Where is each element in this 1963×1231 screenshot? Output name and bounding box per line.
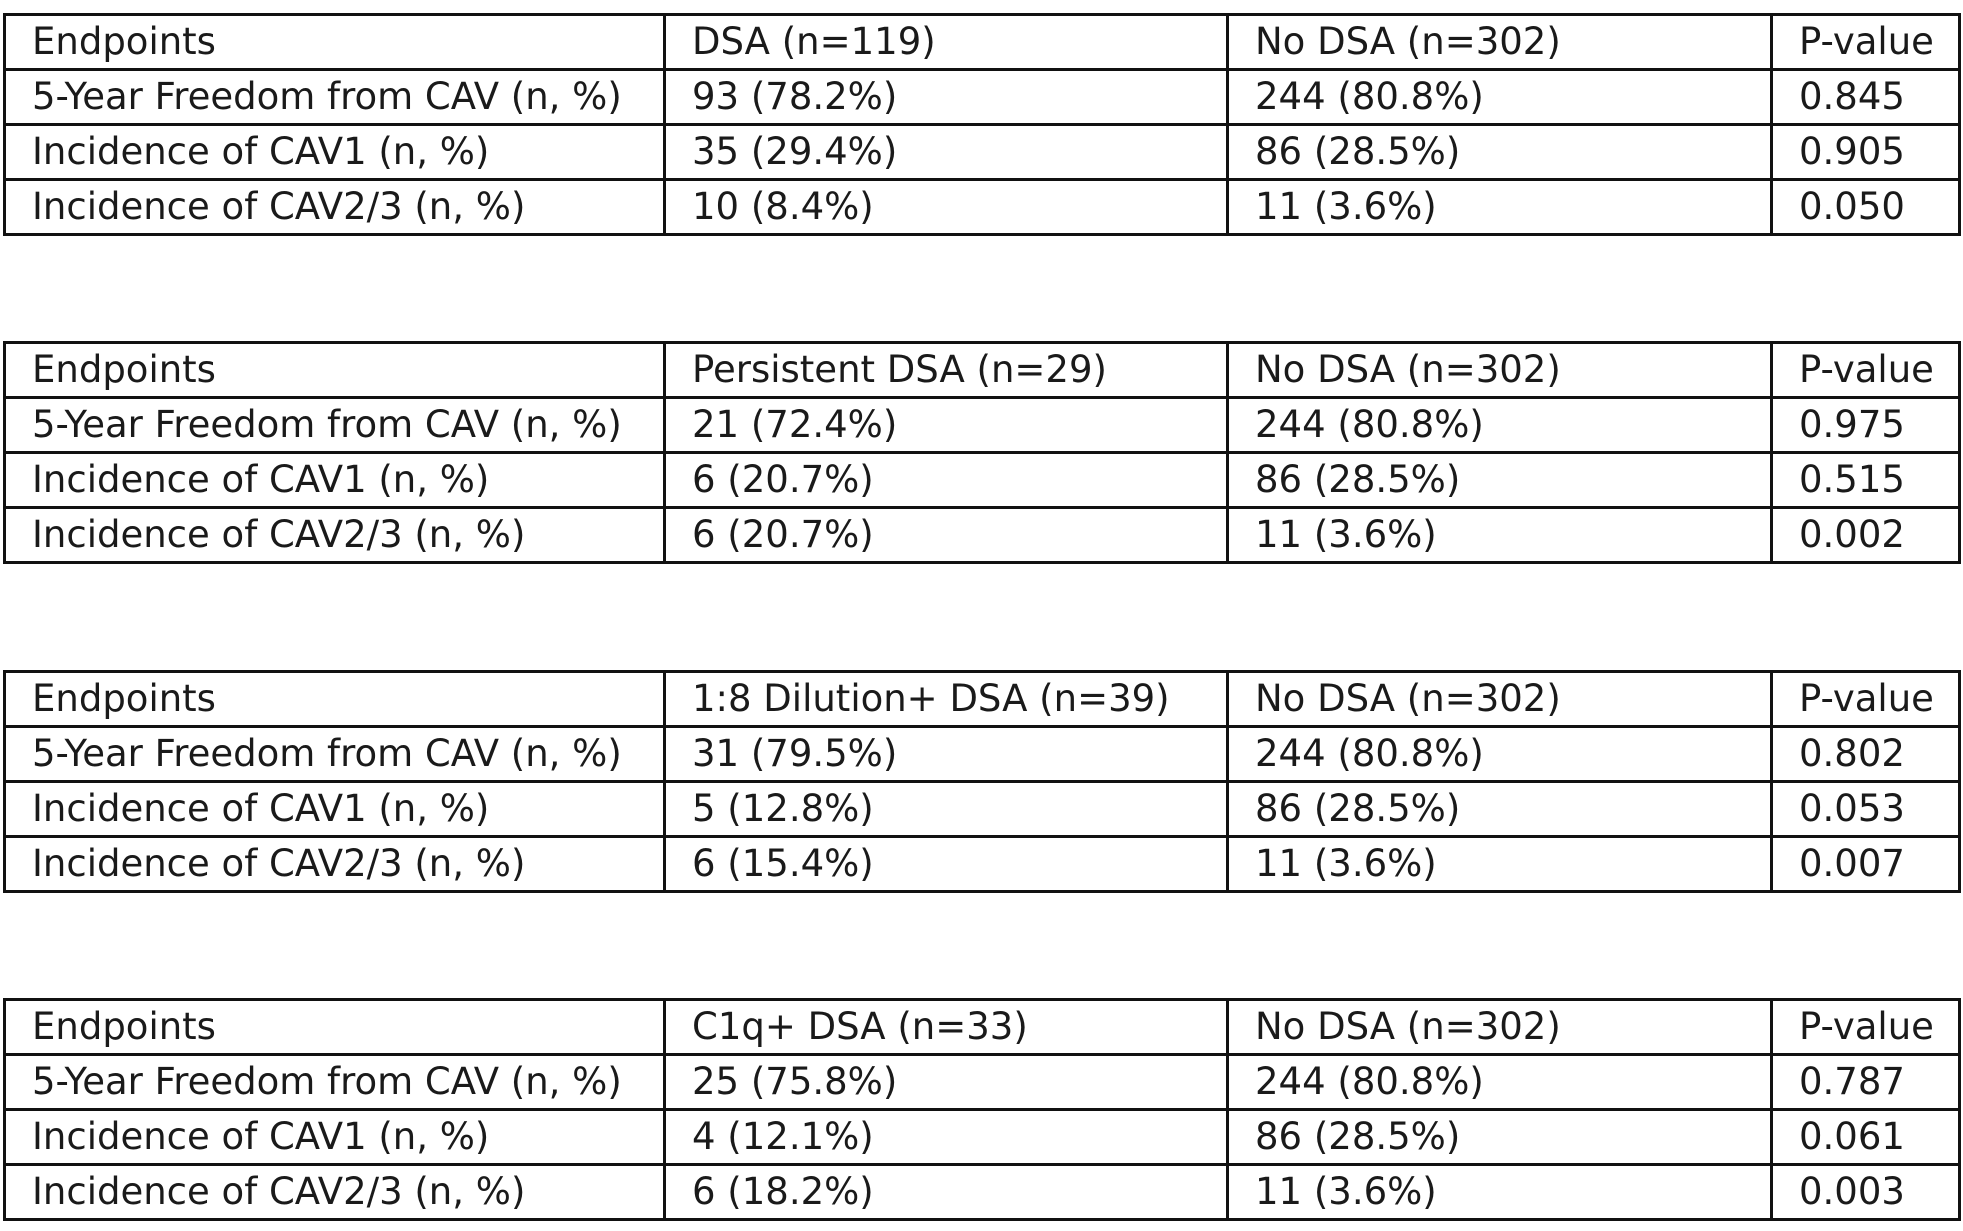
table-row — [5, 1165, 1960, 1220]
table-row — [5, 727, 1960, 782]
cell-comparator-value: 11 (3.6%) — [1228, 180, 1772, 235]
header-cell-p-value: P-value — [1772, 15, 1960, 70]
cell-comparator-value: 244 (80.8%) — [1228, 398, 1772, 453]
table-row — [5, 1110, 1960, 1165]
cell-comparator-value: 11 (3.6%) — [1228, 1165, 1772, 1220]
header-cell-endpoints: Endpoints — [5, 672, 665, 727]
header-cell-group: 1:8 Dilution+ DSA (n=39) — [665, 672, 1228, 727]
header-cell-group: C1q+ DSA (n=33) — [665, 1000, 1228, 1055]
cell-group-value: 4 (12.1%) — [665, 1110, 1228, 1165]
cell-p-value: 0.050 — [1772, 180, 1960, 235]
cell-group-value: 93 (78.2%) — [665, 70, 1228, 125]
table-row — [5, 782, 1960, 837]
cell-endpoint: Incidence of CAV2/3 (n, %) — [5, 837, 665, 892]
cell-comparator-value: 11 (3.6%) — [1228, 508, 1772, 563]
table-row — [5, 125, 1960, 180]
cell-group-value: 35 (29.4%) — [665, 125, 1228, 180]
table-header-row — [5, 672, 1960, 727]
header-cell-comparator: No DSA (n=302) — [1228, 672, 1772, 727]
cell-endpoint: Incidence of CAV1 (n, %) — [5, 453, 665, 508]
cell-comparator-value: 86 (28.5%) — [1228, 125, 1772, 180]
endpoints-table — [3, 998, 1961, 1221]
endpoints-table — [3, 13, 1961, 236]
cell-comparator-value: 244 (80.8%) — [1228, 70, 1772, 125]
cell-p-value: 0.787 — [1772, 1055, 1960, 1110]
cell-p-value: 0.905 — [1772, 125, 1960, 180]
cell-endpoint: Incidence of CAV1 (n, %) — [5, 782, 665, 837]
table-row — [5, 837, 1960, 892]
table-header-row — [5, 343, 1960, 398]
cell-p-value: 0.002 — [1772, 508, 1960, 563]
cell-comparator-value: 86 (28.5%) — [1228, 453, 1772, 508]
cell-p-value: 0.975 — [1772, 398, 1960, 453]
header-cell-p-value: P-value — [1772, 1000, 1960, 1055]
cell-group-value: 25 (75.8%) — [665, 1055, 1228, 1110]
cell-p-value: 0.061 — [1772, 1110, 1960, 1165]
table-header-row — [5, 15, 1960, 70]
cell-endpoint: Incidence of CAV1 (n, %) — [5, 125, 665, 180]
table-row — [5, 70, 1960, 125]
table-row — [5, 1055, 1960, 1110]
cell-comparator-value: 86 (28.5%) — [1228, 782, 1772, 837]
cell-group-value: 6 (20.7%) — [665, 508, 1228, 563]
cell-endpoint: 5-Year Freedom from CAV (n, %) — [5, 727, 665, 782]
cell-comparator-value: 11 (3.6%) — [1228, 837, 1772, 892]
cell-p-value: 0.053 — [1772, 782, 1960, 837]
cell-comparator-value: 86 (28.5%) — [1228, 1110, 1772, 1165]
table-row — [5, 398, 1960, 453]
header-cell-comparator: No DSA (n=302) — [1228, 1000, 1772, 1055]
cell-p-value: 0.845 — [1772, 70, 1960, 125]
cell-p-value: 0.007 — [1772, 837, 1960, 892]
cell-group-value: 21 (72.4%) — [665, 398, 1228, 453]
cell-group-value: 10 (8.4%) — [665, 180, 1228, 235]
cell-p-value: 0.515 — [1772, 453, 1960, 508]
endpoints-table-persistent-dsa — [3, 341, 1958, 564]
header-cell-comparator: No DSA (n=302) — [1228, 343, 1772, 398]
cell-endpoint: Incidence of CAV2/3 (n, %) — [5, 508, 665, 563]
header-cell-comparator: No DSA (n=302) — [1228, 15, 1772, 70]
header-cell-endpoints: Endpoints — [5, 1000, 665, 1055]
endpoints-table-dsa — [3, 13, 1958, 236]
table-header-row — [5, 1000, 1960, 1055]
cell-group-value: 6 (15.4%) — [665, 837, 1228, 892]
header-cell-group: DSA (n=119) — [665, 15, 1228, 70]
cell-comparator-value: 244 (80.8%) — [1228, 1055, 1772, 1110]
endpoints-table-c1q-dsa — [3, 998, 1958, 1221]
cell-endpoint: 5-Year Freedom from CAV (n, %) — [5, 1055, 665, 1110]
table-row — [5, 180, 1960, 235]
header-cell-p-value: P-value — [1772, 343, 1960, 398]
cell-endpoint: Incidence of CAV2/3 (n, %) — [5, 180, 665, 235]
cell-endpoint: Incidence of CAV2/3 (n, %) — [5, 1165, 665, 1220]
header-cell-endpoints: Endpoints — [5, 343, 665, 398]
table-row — [5, 453, 1960, 508]
cell-group-value: 31 (79.5%) — [665, 727, 1228, 782]
endpoints-table — [3, 341, 1961, 564]
table-row — [5, 508, 1960, 563]
header-cell-p-value: P-value — [1772, 672, 1960, 727]
cell-group-value: 6 (18.2%) — [665, 1165, 1228, 1220]
cell-endpoint: Incidence of CAV1 (n, %) — [5, 1110, 665, 1165]
cell-endpoint: 5-Year Freedom from CAV (n, %) — [5, 70, 665, 125]
endpoints-table — [3, 670, 1961, 893]
cell-comparator-value: 244 (80.8%) — [1228, 727, 1772, 782]
endpoints-table-dilution-dsa — [3, 670, 1958, 893]
cell-group-value: 6 (20.7%) — [665, 453, 1228, 508]
cell-endpoint: 5-Year Freedom from CAV (n, %) — [5, 398, 665, 453]
cell-p-value: 0.003 — [1772, 1165, 1960, 1220]
cell-p-value: 0.802 — [1772, 727, 1960, 782]
header-cell-group: Persistent DSA (n=29) — [665, 343, 1228, 398]
header-cell-endpoints: Endpoints — [5, 15, 665, 70]
cell-group-value: 5 (12.8%) — [665, 782, 1228, 837]
